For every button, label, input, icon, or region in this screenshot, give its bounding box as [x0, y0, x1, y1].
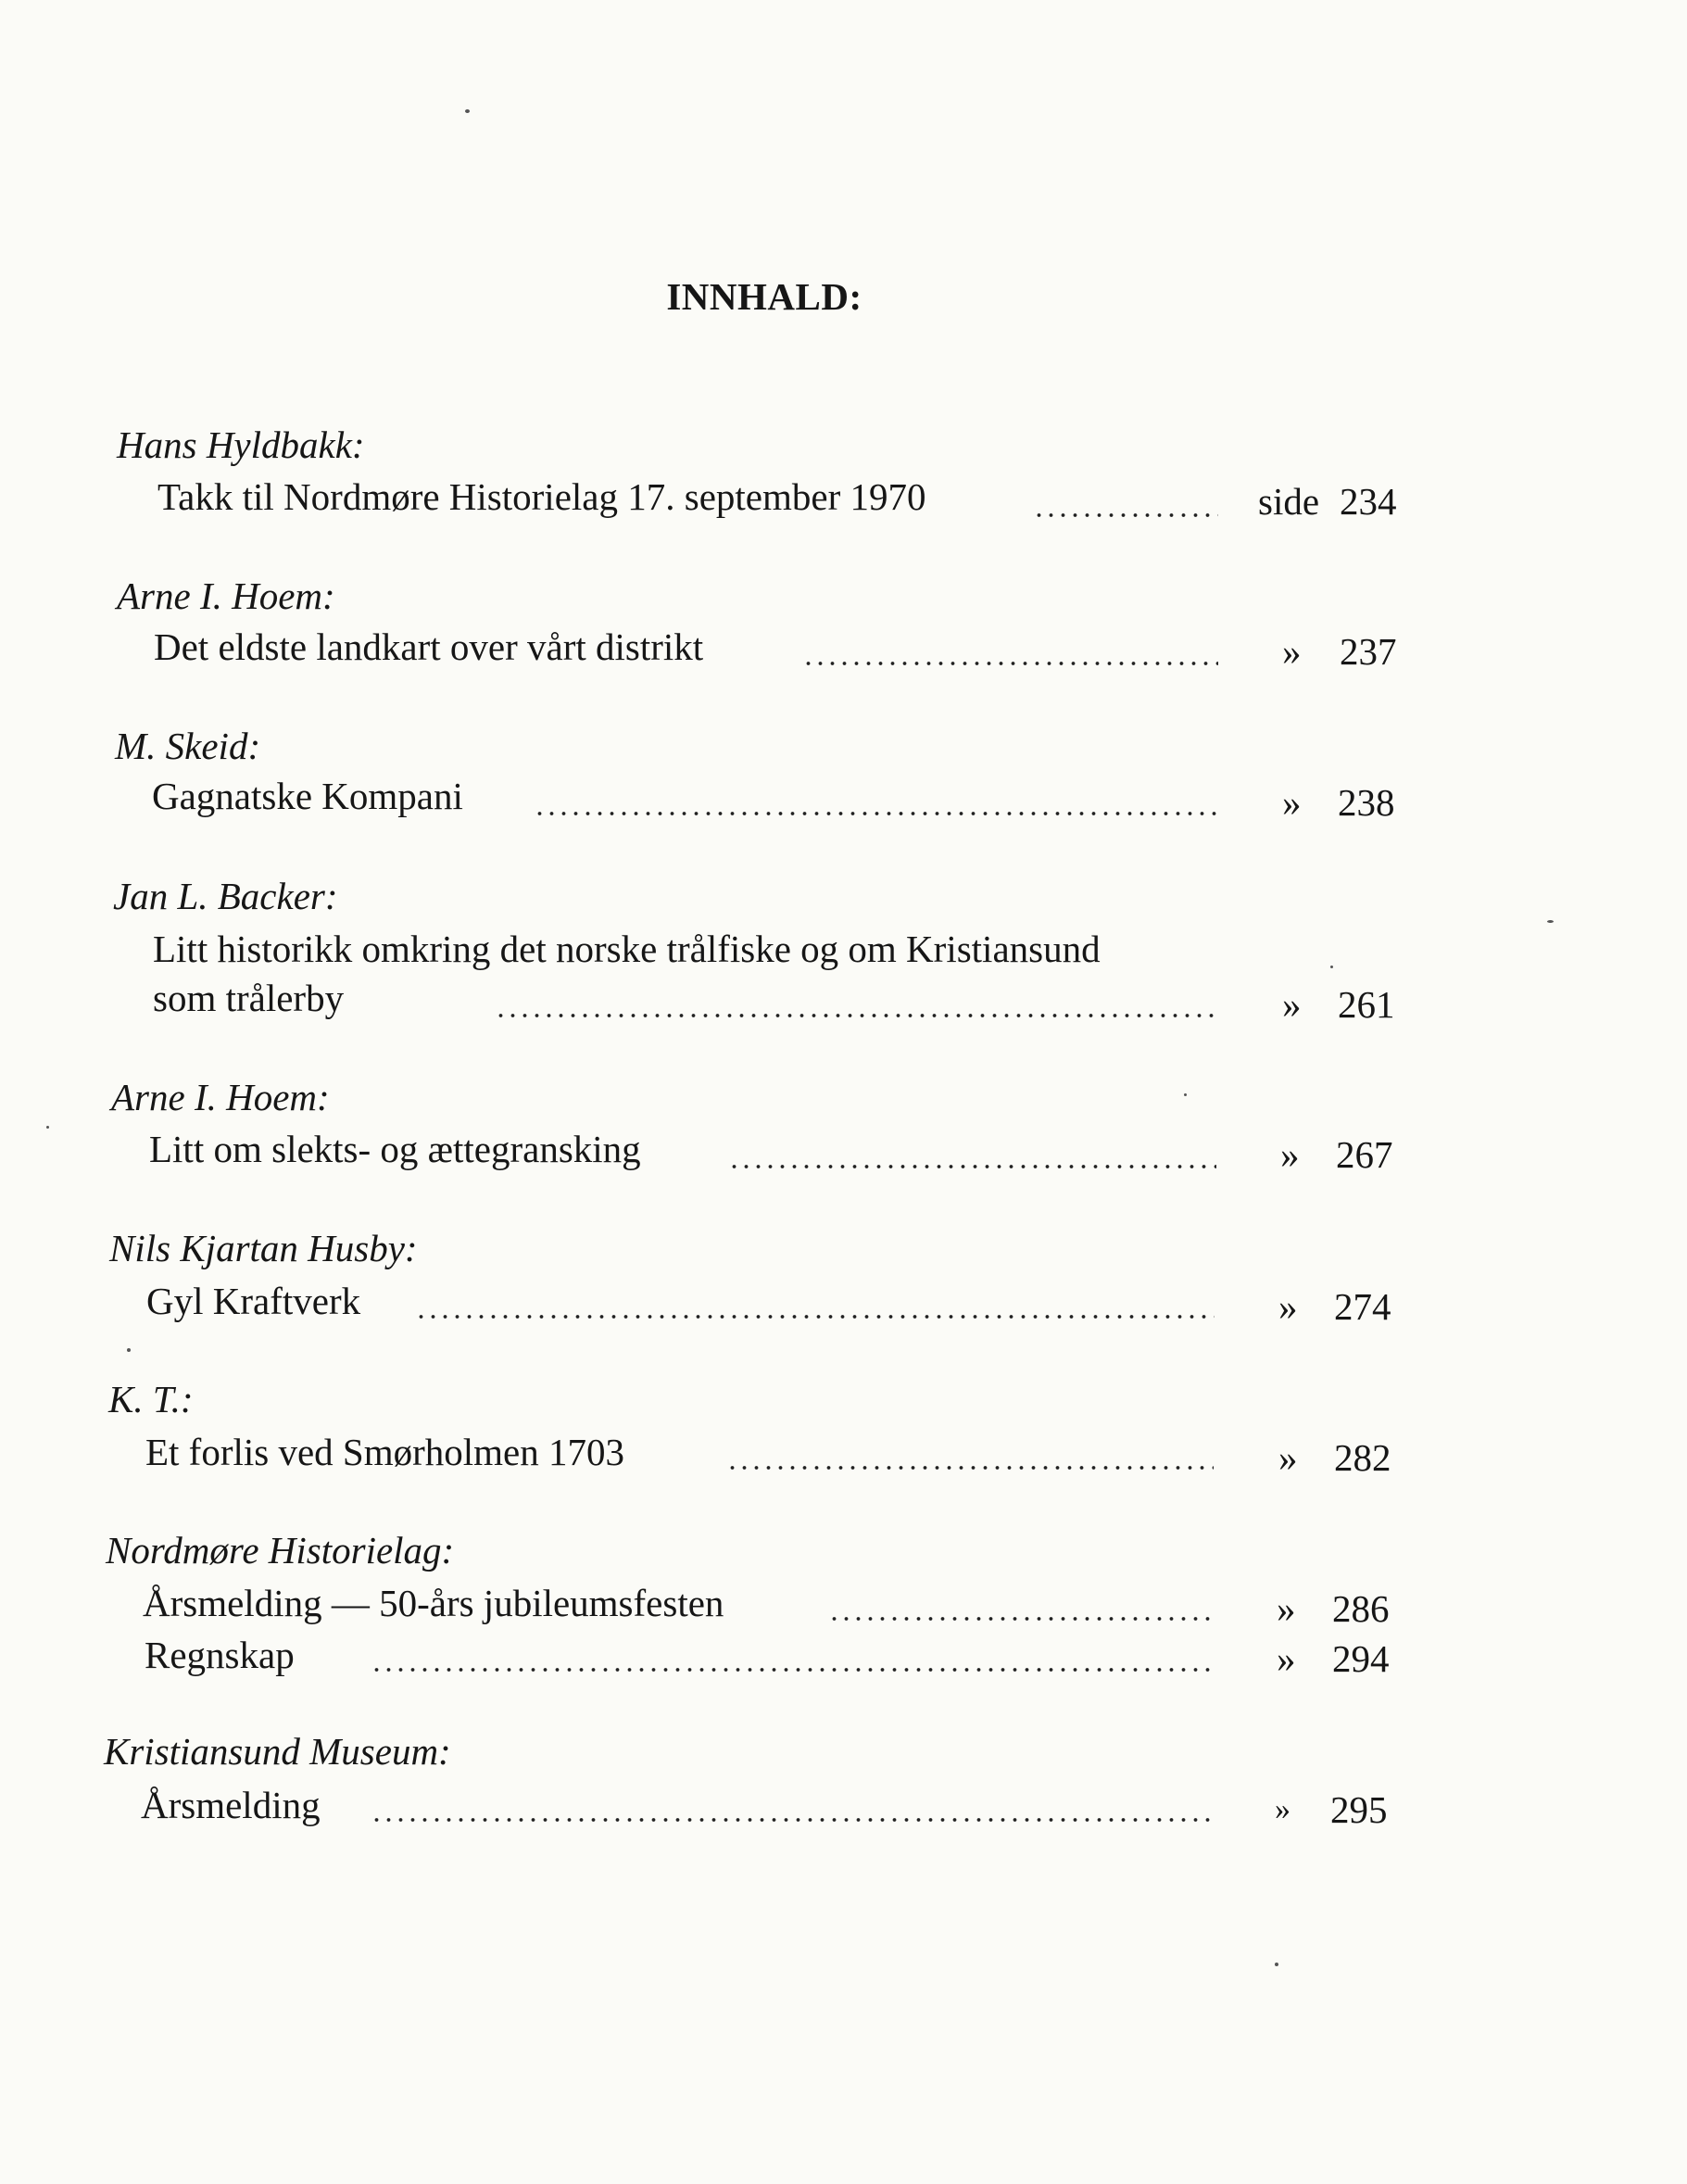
scan-speck — [1275, 1963, 1278, 1966]
entry-title: Litt om slekts- og ættegransking — [149, 1128, 641, 1170]
entry-author: Hans Hyldbakk: — [117, 423, 365, 466]
page-prefix: » — [1280, 1133, 1300, 1176]
page-number: 274 — [1334, 1285, 1391, 1328]
entry-title: Årsmelding — [141, 1784, 321, 1826]
dot-leader — [371, 1668, 1212, 1672]
page-number: 286 — [1332, 1587, 1390, 1630]
entry-title-continued: som trålerby — [153, 977, 345, 1019]
dot-leader — [415, 1315, 1215, 1319]
page-prefix: » — [1278, 1436, 1298, 1479]
dot-leader — [1033, 513, 1218, 517]
scan-speck — [1184, 1093, 1187, 1096]
page-number: 237 — [1340, 630, 1397, 673]
entry-author: Jan L. Backer: — [113, 875, 338, 917]
dot-leader — [371, 1818, 1210, 1822]
entry-author: Arne I. Hoem: — [111, 1076, 330, 1118]
scan-speck — [127, 1348, 131, 1352]
page-prefix: » — [1282, 630, 1302, 673]
entry-author: Nils Kjartan Husby: — [109, 1227, 418, 1269]
page-number: 267 — [1336, 1133, 1393, 1176]
page-prefix: » — [1282, 781, 1302, 824]
page-title: INNHALD: — [666, 275, 862, 318]
scan-speck — [465, 109, 470, 113]
entry-author: K. T.: — [108, 1378, 194, 1420]
dot-leader — [534, 812, 1218, 815]
dot-leader — [802, 662, 1218, 665]
entry-title: Årsmelding — 50-års jubileumsfesten — [143, 1582, 724, 1624]
entry-title: Gyl Kraftverk — [146, 1280, 361, 1322]
entry-title: Litt historikk omkring det norske trålfiske og om Kristiansund — [153, 928, 1101, 970]
scan-speck — [1547, 920, 1554, 923]
dot-leader — [726, 1466, 1214, 1470]
dot-leader — [495, 1014, 1218, 1017]
scan-speck — [46, 1126, 49, 1129]
dot-leader — [828, 1617, 1212, 1621]
entry-title: Gagnatske Kompani — [152, 775, 463, 817]
entry-title: Regnskap — [145, 1634, 295, 1676]
page-prefix: » — [1278, 1285, 1298, 1328]
page-prefix: » — [1277, 1637, 1296, 1680]
scan-speck — [1330, 966, 1333, 968]
entry-title: Det eldste landkart over vårt distrikt — [154, 625, 704, 668]
entry-author: Kristiansund Museum: — [104, 1730, 451, 1773]
page-number: 294 — [1332, 1637, 1390, 1680]
entry-title: Takk til Nordmøre Historielag 17. september 1970 — [157, 475, 926, 518]
page-prefix: side — [1258, 480, 1320, 523]
page-number: 238 — [1338, 781, 1395, 824]
page-number: 282 — [1334, 1436, 1391, 1479]
page-number: 295 — [1330, 1788, 1388, 1831]
page-prefix: » — [1277, 1587, 1296, 1630]
page-prefix: » — [1282, 983, 1302, 1026]
entry-author: M. Skeid: — [115, 725, 261, 767]
entry-title: Et forlis ved Smørholmen 1703 — [145, 1431, 625, 1473]
page-number: 261 — [1338, 983, 1395, 1026]
page-number: 234 — [1340, 480, 1397, 523]
page-prefix: » — [1275, 1792, 1290, 1826]
dot-leader — [728, 1165, 1216, 1168]
entry-author: Nordmøre Historielag: — [106, 1529, 455, 1572]
entry-author: Arne I. Hoem: — [117, 574, 335, 617]
